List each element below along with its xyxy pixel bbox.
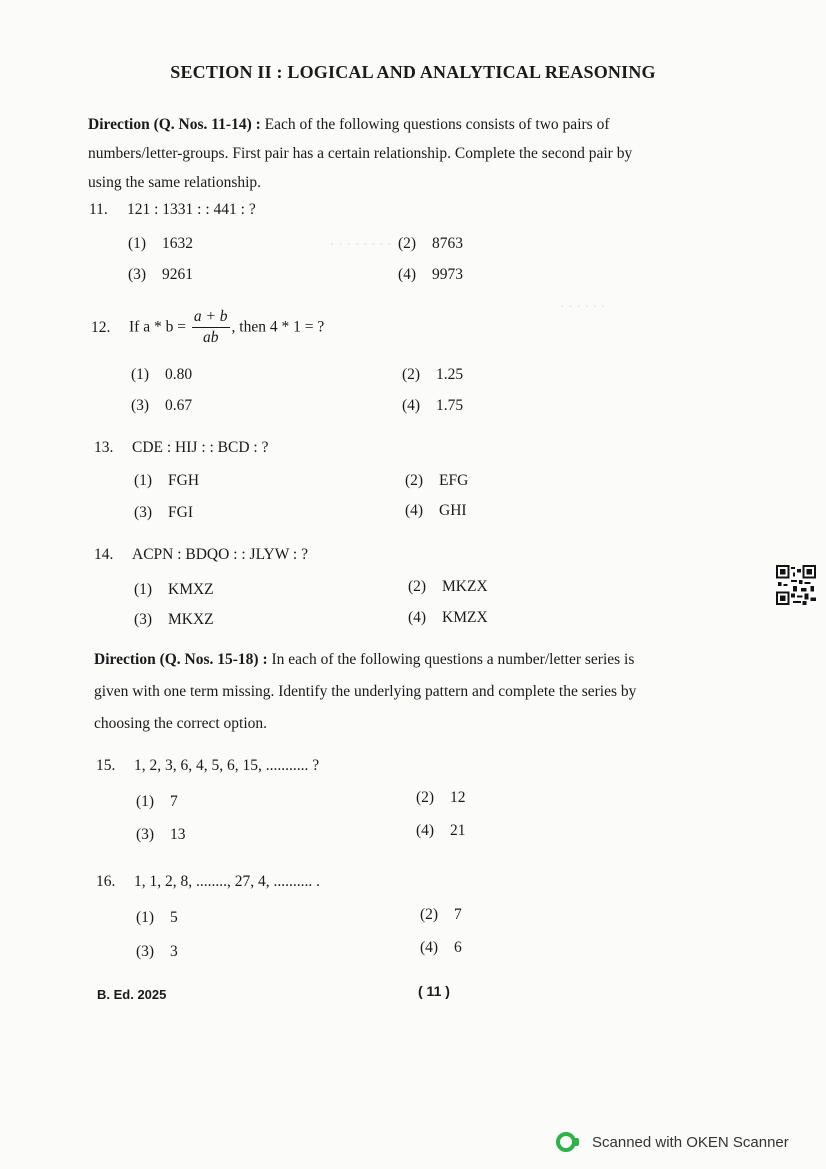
question-15: 15. 1, 2, 3, 6, 4, 5, 6, 15, ........... ? xyxy=(96,757,320,774)
option-12-4: (4) 1.75 xyxy=(402,397,464,414)
footer-exam-code: B. Ed. 2025 xyxy=(97,987,167,1002)
option-11-2: (2) 8763 xyxy=(398,235,463,252)
option-15-4: (4) 21 xyxy=(416,822,466,839)
bleed-through-text: · · · · · · · · xyxy=(330,238,392,253)
option-15-1: (1) 7 xyxy=(136,793,178,810)
option-11-4: (4) 9973 xyxy=(398,266,463,283)
option-13-3: (3) FGI xyxy=(134,504,193,521)
option-13-1: (1) FGH xyxy=(134,472,200,489)
option-12-3: (3) 0.67 xyxy=(131,397,193,414)
option-15-3: (3) 13 xyxy=(136,826,186,843)
scanner-text: Scanned with OKEN Scanner xyxy=(592,1133,789,1151)
direction-15-18: Direction (Q. Nos. 15-18) : In each of the following questions a number/letter series is given with one term missing. Identify the underlying pattern and complete the series by choosing the correct option. xyxy=(94,651,637,732)
option-14-1: (1) KMXZ xyxy=(134,581,214,598)
question-14: 14. ACPN : BDQO : : JLYW : ? xyxy=(94,546,308,563)
scanner-watermark xyxy=(556,1130,789,1154)
option-16-1: (1) 5 xyxy=(136,909,178,926)
bleed-through-text: · · · · · · xyxy=(560,300,606,315)
page-number: ( 11 ) xyxy=(418,983,450,999)
option-11-1: (1) 1632 xyxy=(128,235,193,252)
option-16-4: (4) 6 xyxy=(420,939,462,956)
option-13-2: (2) EFG xyxy=(405,472,469,489)
option-16-2: (2) 7 xyxy=(420,906,462,923)
direction-label: Direction (Q. Nos. 11-14) : xyxy=(88,116,261,133)
option-15-2: (2) 12 xyxy=(416,789,466,806)
question-16: 16. 1, 1, 2, 8, ........, 27, 4, .......... . xyxy=(96,873,320,890)
question-11: 11. 121 : 1331 : : 441 : ? xyxy=(89,201,256,218)
option-11-3: (3) 9261 xyxy=(128,266,193,283)
option-12-2: (2) 1.25 xyxy=(402,366,464,383)
option-14-3: (3) MKXZ xyxy=(134,611,214,628)
oken-scanner-logo-icon xyxy=(556,1130,580,1154)
option-13-4: (4) GHI xyxy=(405,502,467,519)
direction-label: Direction (Q. Nos. 15-18) : xyxy=(94,651,268,668)
fraction: $\frac{a + b}{ab}$ xyxy=(193,308,228,346)
question-13: 13. CDE : HIJ : : BCD : ? xyxy=(94,439,269,456)
option-14-2: (2) MKZX xyxy=(408,578,488,595)
option-16-3: (3) 3 xyxy=(136,943,178,960)
section-title: SECTION II : LOGICAL AND ANALYTICAL REASONING xyxy=(170,62,656,82)
option-12-1: (1) 0.80 xyxy=(131,366,193,383)
question-12: 12. If a * b = $\frac{a + b}{ab}$ , then 4 * 1 = ? xyxy=(91,308,325,346)
direction-11-14: Direction (Q. Nos. 11-14) : Each of the following questions consists of two pairs of numbers/letter-groups. First pair has a certain relationship. Complete the second pair by using the same relationship. xyxy=(88,116,633,191)
option-14-4: (4) KMZX xyxy=(408,609,488,626)
qr-code-icon xyxy=(776,565,816,605)
